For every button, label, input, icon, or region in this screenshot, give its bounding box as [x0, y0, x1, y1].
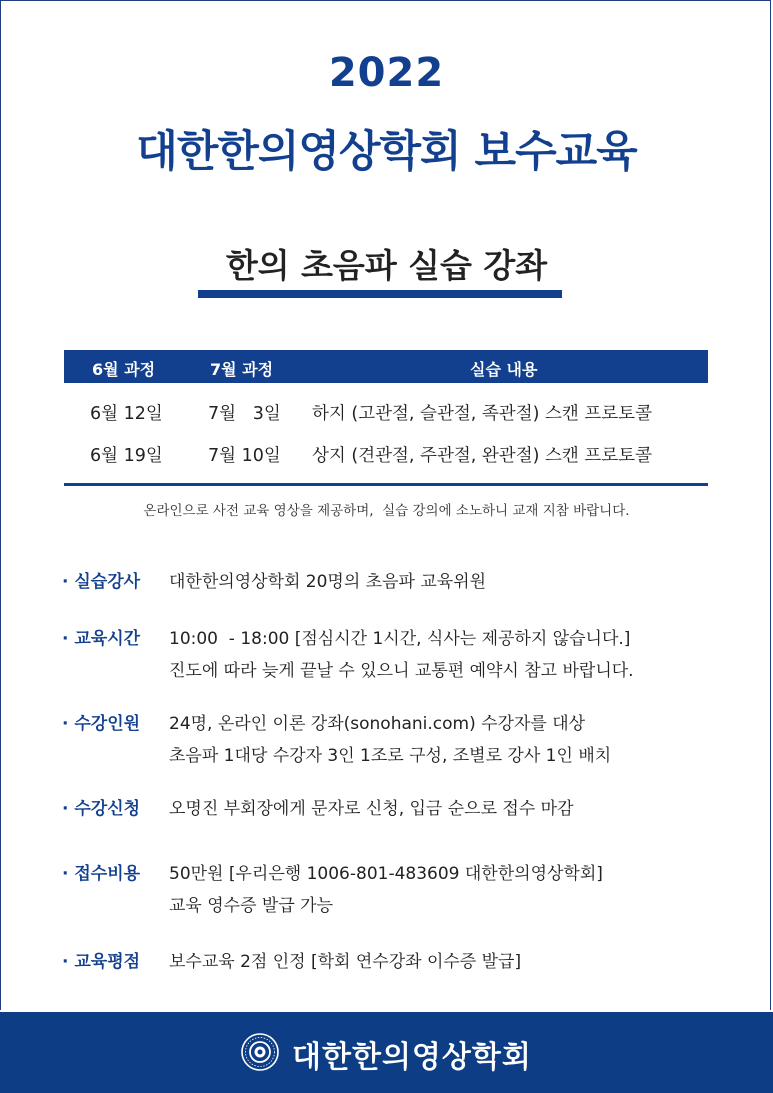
cell-july-date: 7월 10일 — [208, 446, 281, 466]
column-header-june: 6월 과정 — [92, 360, 156, 379]
poster-subtitle: 한의 초음파 실습 강좌 — [225, 246, 548, 285]
table-bottom-rule — [64, 483, 708, 486]
footer-bar — [0, 1012, 773, 1093]
poster-year: 2022 — [328, 50, 445, 96]
subtitle-underline — [198, 290, 562, 298]
info-value: 초음파 1대당 수강자 3인 1조로 구성, 조별로 강사 1인 배치 — [169, 746, 612, 766]
column-header-content: 실습 내용 — [470, 360, 538, 379]
footer-society-name: 대한한의영상학회 — [292, 1040, 532, 1075]
cell-content: 하지 (고관절, 슬관절, 족관절) 스캔 프로토콜 — [312, 404, 652, 424]
cell-july-date: 7월 3일 — [208, 404, 281, 424]
info-value: 대한한의영상학회 20명의 초음파 교육위원 — [169, 572, 487, 592]
info-value: 오명진 부회장에게 문자로 신청, 입금 순으로 접수 마감 — [169, 799, 574, 819]
notice-text: 온라인으로 사전 교육 영상을 제공하며, 실습 강의에 소노하니 교재 지참 바랍니다. — [143, 503, 630, 519]
info-label: · 수강인원 — [62, 714, 141, 734]
cell-june-date: 6월 12일 — [90, 404, 163, 424]
info-value: 24명, 온라인 이론 강좌(sonohani.com) 수강자를 대상 — [169, 714, 586, 734]
poster-title: 대한한의영상학회 보수교육 — [136, 127, 637, 177]
info-value: 10:00 - 18:00 [점심시간 1시간, 식사는 제공하지 않습니다.] — [169, 629, 631, 649]
info-value: 진도에 따라 늦게 끝날 수 있으니 교통편 예약시 참고 바랍니다. — [169, 661, 634, 681]
info-label: · 접수비용 — [62, 864, 141, 884]
info-value: 50만원 [우리은행 1006-801-483609 대한한의영상학회] — [169, 864, 603, 884]
table-header — [64, 350, 708, 383]
info-value: 교육 영수증 발급 가능 — [169, 896, 334, 916]
society-emblem-icon — [240, 1032, 280, 1072]
column-header-july: 7월 과정 — [210, 360, 274, 379]
table-row — [64, 432, 708, 474]
info-label: · 실습강사 — [62, 572, 141, 592]
info-label: · 교육평점 — [62, 952, 141, 972]
table-row — [64, 390, 708, 432]
info-label: · 교육시간 — [62, 629, 141, 649]
cell-june-date: 6월 19일 — [90, 446, 163, 466]
info-label: · 수강신청 — [62, 799, 141, 819]
info-value: 보수교육 2점 인정 [학회 연수강좌 이수증 발급] — [169, 952, 522, 972]
cell-content: 상지 (견관절, 주관절, 완관절) 스캔 프로토콜 — [312, 446, 652, 466]
schedule-table — [64, 350, 708, 474]
